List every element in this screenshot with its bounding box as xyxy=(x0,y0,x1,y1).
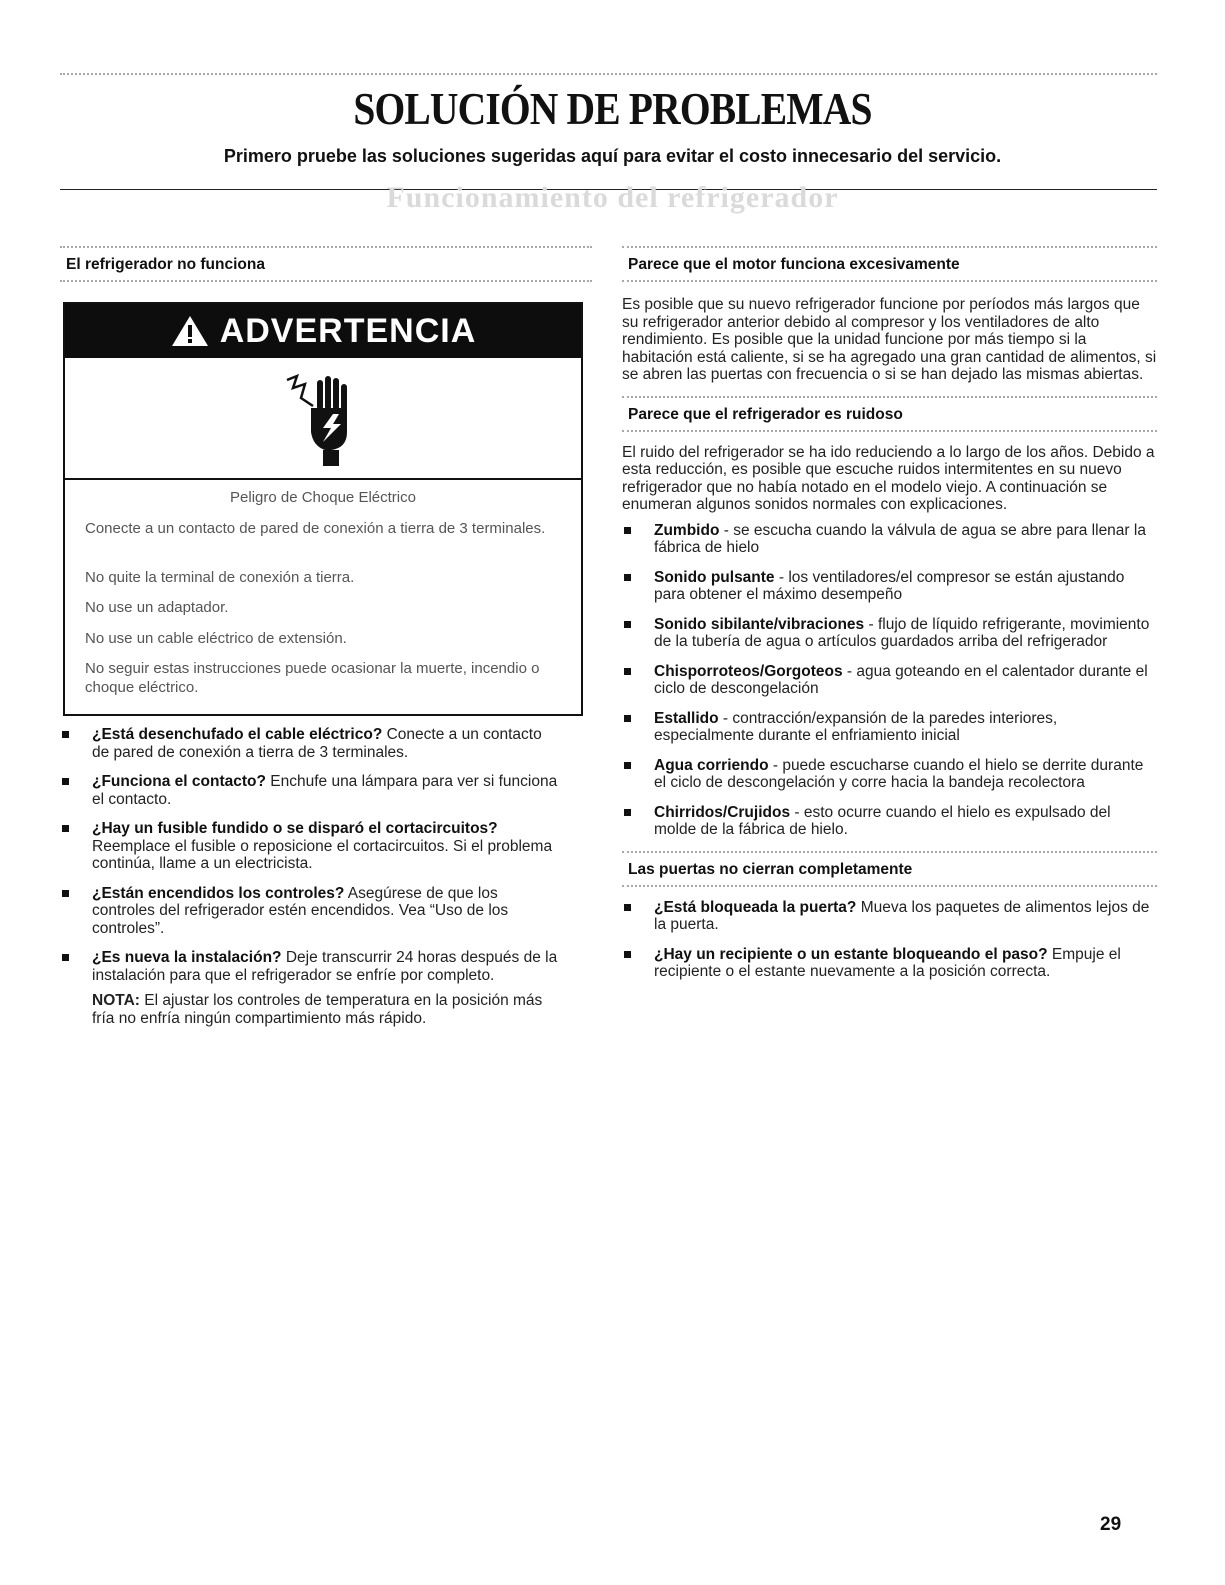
left-bullet-list xyxy=(60,726,560,984)
bullet-square-icon xyxy=(624,762,631,769)
warning-icon-area xyxy=(65,358,581,480)
list-item: Sonido sibilante/vibraciones - flujo de líquido refrigerante, movimiento de la tubería de agua o artículos guardados arriba del refrigerador xyxy=(622,616,1157,651)
warning-line-3: No use un adaptador. xyxy=(85,599,229,616)
bullet-square-icon xyxy=(624,904,631,911)
bullet-square-icon xyxy=(62,954,69,961)
warning-box xyxy=(63,302,583,716)
warning-banner xyxy=(65,304,581,358)
noise-text: El ruido del refrigerador se ha ido reduciendo a lo largo de los años. Debido a esta reducción, es posible que escuche ruidos intermitentes en su nuevo refrigerador que no había notado en el modelo viejo. A continuación se enumeran algunos sonidos normales con explicaciones. xyxy=(622,443,1155,513)
bullet-square-icon xyxy=(624,951,631,958)
warning-line-4: No use un cable eléctrico de extensión. xyxy=(85,630,347,647)
doors-bullet-list xyxy=(622,899,1157,981)
list-item: ¿Es nueva la instalación? Deje transcurrir 24 horas después de la instalación para que el refrigerador se enfríe por completo. xyxy=(60,949,560,984)
list-item: ¿Está bloqueada la puerta? Mueva los paquetes de alimentos lejos de la puerta. xyxy=(622,899,1157,934)
list-item: Zumbido - se escucha cuando la válvula de agua se abre para llenar la fábrica de hielo xyxy=(622,522,1157,557)
warning-line-5: No seguir estas instrucciones puede ocasionar la muerte, incendio o choque eléctrico. xyxy=(85,660,540,696)
warning-banner-text: ADVERTENCIA xyxy=(219,311,477,350)
bullet-square-icon xyxy=(62,731,69,738)
right-column xyxy=(622,246,1157,993)
warning-hazard: Peligro de Choque Eléctrico xyxy=(230,489,416,506)
list-item: ¿Están encendidos los controles? Asegúrese de que los controles del refrigerador estén encendidos. Vea “Uso de los controles”. xyxy=(60,885,560,938)
bullet-square-icon xyxy=(624,668,631,675)
subhead-noise: Parece que el refrigerador es ruidoso xyxy=(622,396,1157,432)
left-column xyxy=(60,246,592,282)
bullet-square-icon xyxy=(624,809,631,816)
left-bullets-area xyxy=(60,726,560,1027)
list-item: ¿Está desenchufado el cable eléctrico? Conecte a un contacto de pared de conexión a tierra de 3 terminales. xyxy=(60,726,560,761)
page-number: 29 xyxy=(1100,1514,1122,1535)
bullet-square-icon xyxy=(624,621,631,628)
subhead-motor: Parece que el motor funciona excesivamente xyxy=(622,246,1157,282)
motor-text: Es posible que su nuevo refrigerador funcione por períodos más largos que su refrigerador anterior debido al compresor y los ventiladores de alto rendimiento. Es posible que la unidad funcione por más tiempo si la habitación está caliente, si se ha agregado una gran cantidad de alimentos, si se abren las puertas con frecuencia o si se han dejado las mismas abiertas. xyxy=(622,296,1157,383)
warning-triangle-icon xyxy=(170,314,210,348)
bullet-square-icon xyxy=(62,778,69,785)
note: NOTA: El ajustar los controles de temperatura en la posición más fría no enfría ningún compartimiento más rápido. xyxy=(92,992,543,1027)
bullet-square-icon xyxy=(624,527,631,534)
page-subtitle: Primero pruebe las soluciones sugeridas aquí para evitar el costo innecesario del servicio. xyxy=(223,146,1002,166)
page-title: SOLUCIÓN DE PROBLEMAS xyxy=(353,83,872,134)
top-dotted-rule xyxy=(60,73,1157,75)
list-item: Sonido pulsante - los ventiladores/el compresor se están ajustando para obtener el máximo desempeño xyxy=(622,569,1157,604)
list-item: ¿Funciona el contacto? Enchufe una lámpara para ver si funciona el contacto. xyxy=(60,773,560,808)
bullet-square-icon xyxy=(62,890,69,897)
subhead-not-working: El refrigerador no funciona xyxy=(60,246,592,282)
subhead-doors: Las puertas no cierran completamente xyxy=(622,851,1157,887)
electric-shock-hand-icon xyxy=(283,370,363,470)
section-heading: Funcionamiento del refrigerador xyxy=(386,181,839,214)
warning-line-1: Conecte a un contacto de pared de conexión a tierra de 3 terminales. xyxy=(85,520,546,537)
list-item: Chisporroteos/Gorgoteos - agua goteando en el calentador durante el ciclo de descongelación xyxy=(622,663,1157,698)
list-item: Agua corriendo - puede escucharse cuando el hielo se derrite durante el ciclo de descongelación y corre hacia la bandeja recolectora xyxy=(622,757,1157,792)
list-item: Chirridos/Crujidos - esto ocurre cuando el hielo es expulsado del molde de la fábrica de hielo. xyxy=(622,804,1157,839)
bullet-square-icon xyxy=(624,715,631,722)
note-label: NOTA: xyxy=(92,992,140,1009)
warning-line-2: No quite la terminal de conexión a tierra. xyxy=(85,569,355,586)
bullet-square-icon xyxy=(624,574,631,581)
bullet-square-icon xyxy=(62,825,69,832)
noise-bullet-list xyxy=(622,522,1157,839)
list-item: ¿Hay un recipiente o un estante bloqueando el paso? Empuje el recipiente o el estante nuevamente a la posición correcta. xyxy=(622,946,1157,981)
list-item: Estallido - contracción/expansión de la paredes interiores, especialmente durante el enfriamiento inicial xyxy=(622,710,1157,745)
list-item: ¿Hay un fusible fundido o se disparó el cortacircuitos? Reemplace el fusible o reposicione el cortacircuitos. Si el problema continúa, llame a un electricista. xyxy=(60,820,560,873)
